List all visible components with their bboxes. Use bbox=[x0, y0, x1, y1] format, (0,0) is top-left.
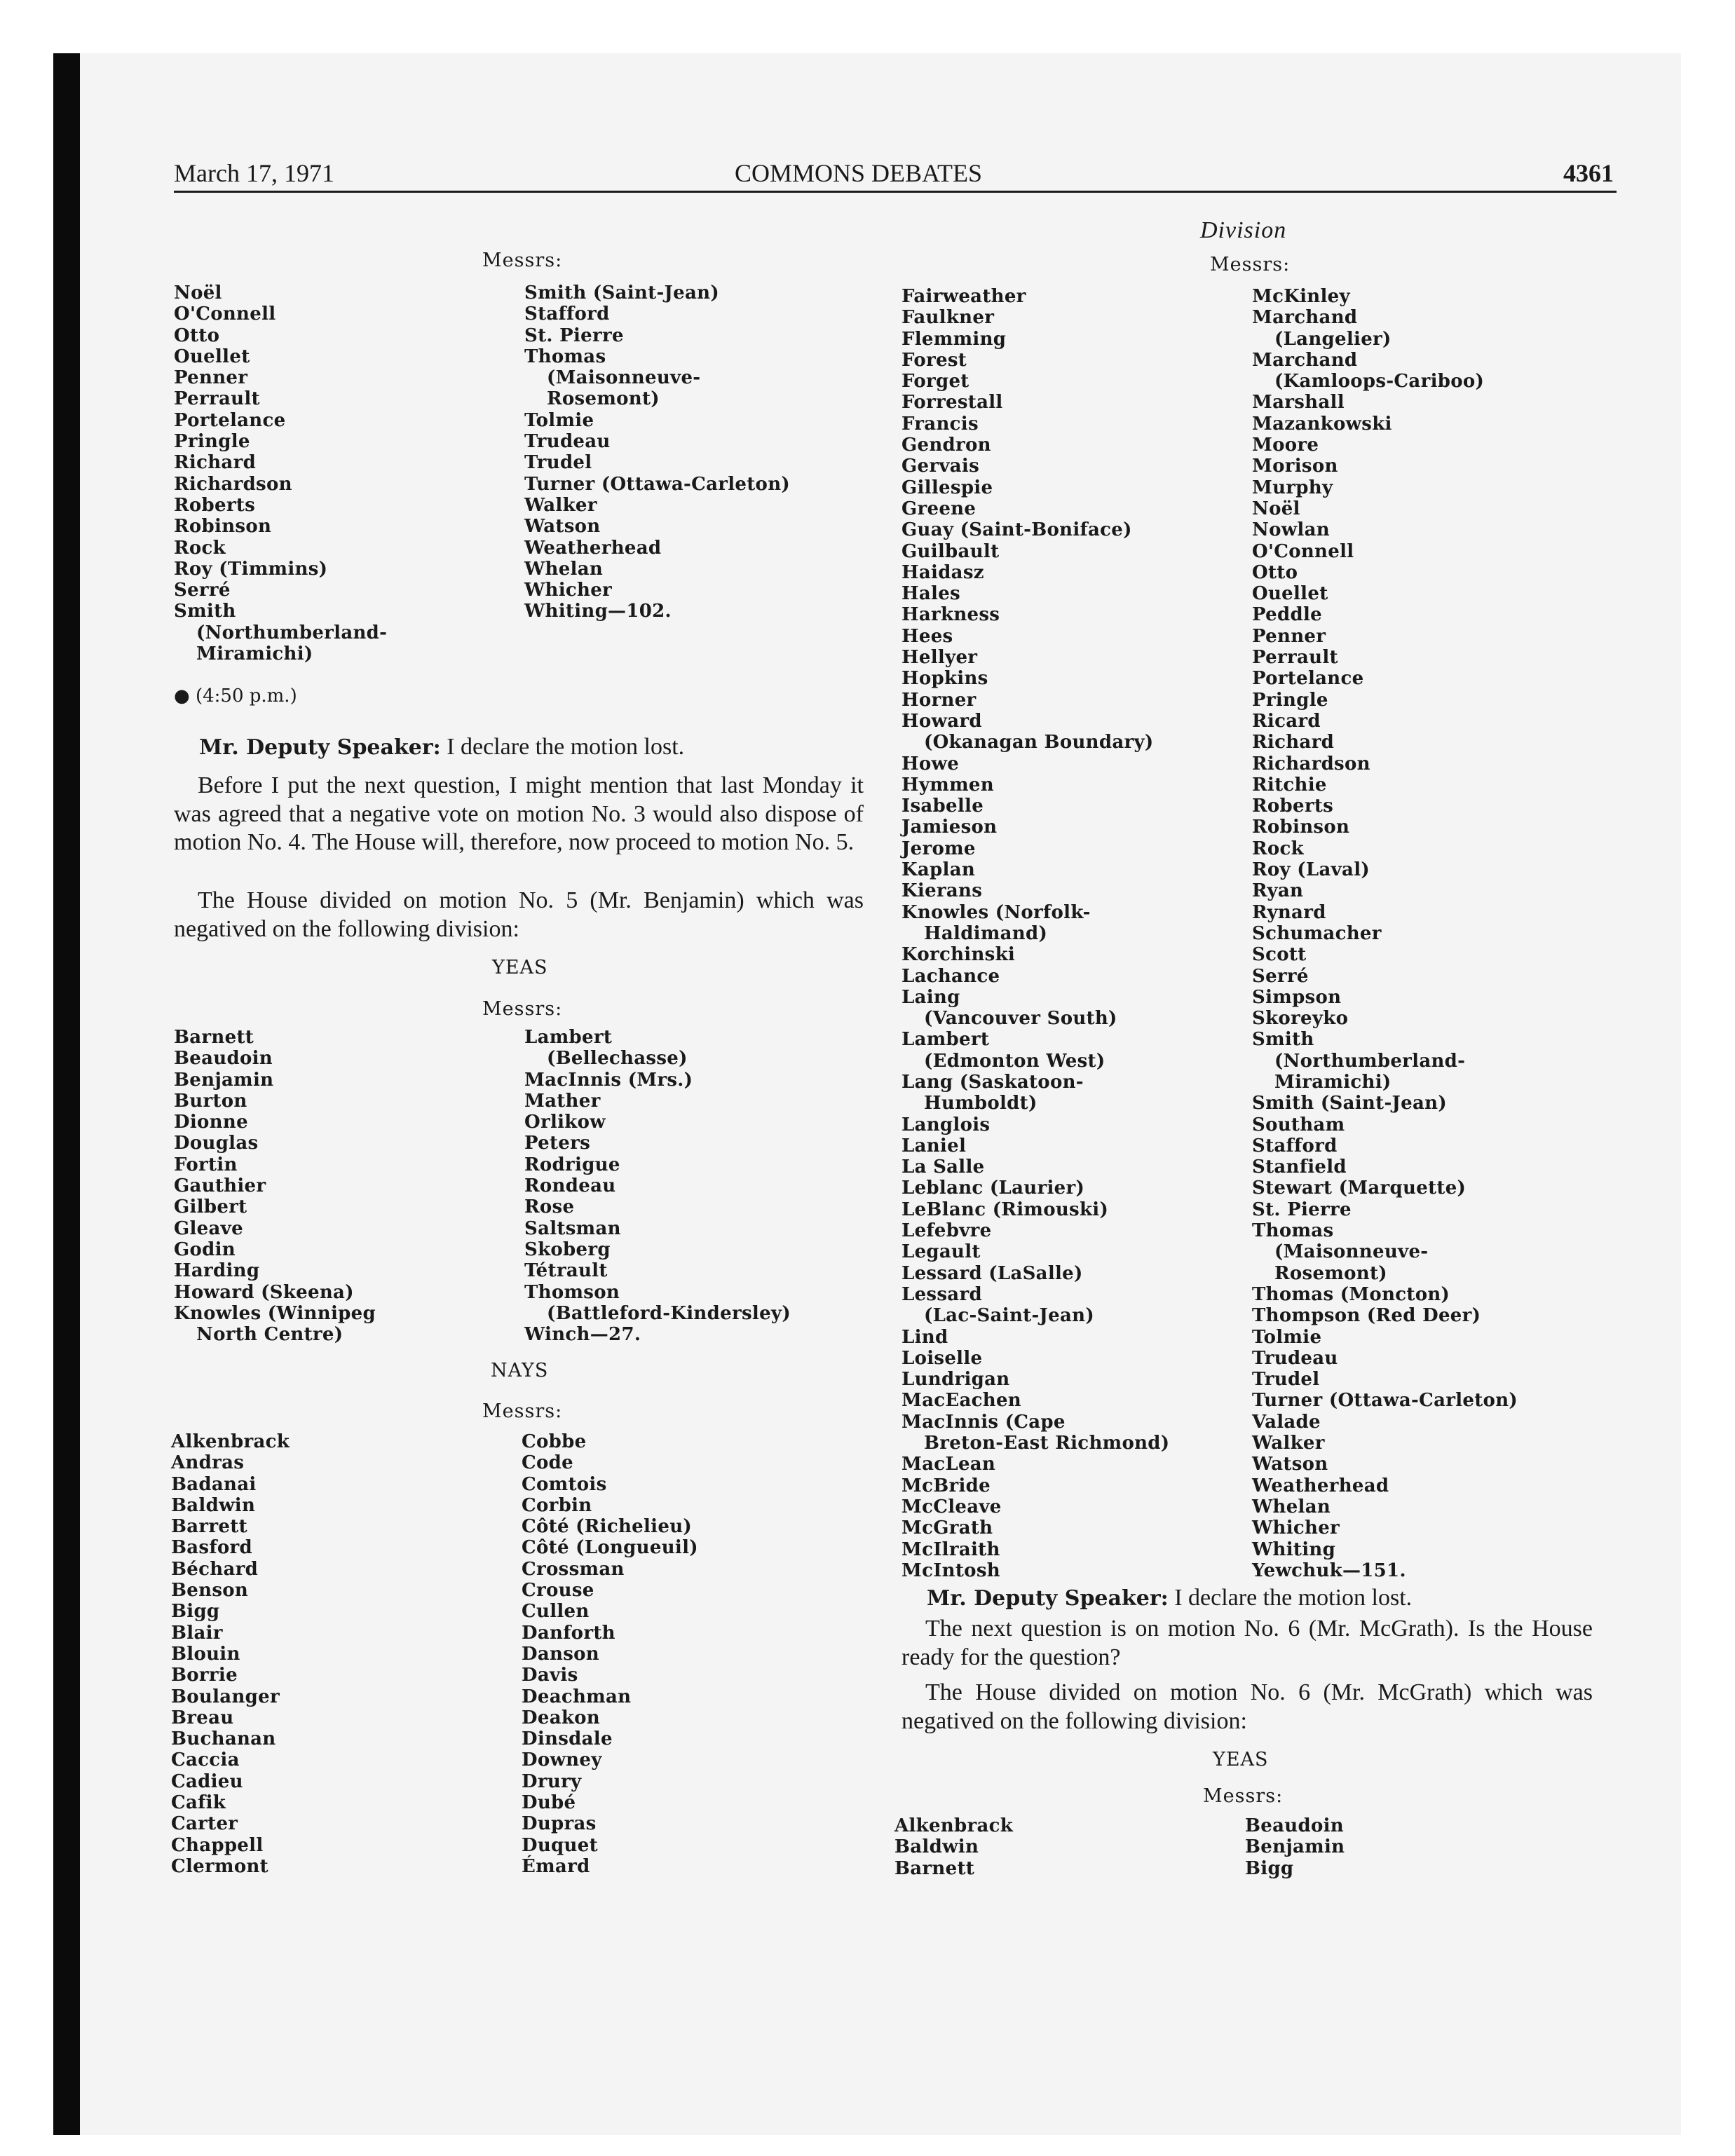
member-name: (Maisonneuve- bbox=[547, 367, 701, 389]
member-name: Legault bbox=[901, 1241, 981, 1263]
member-name: Smith (Saint-Jean) bbox=[1252, 1093, 1447, 1114]
yeas-heading: YEAS bbox=[1213, 1749, 1269, 1770]
member-name: Faulkner bbox=[901, 307, 995, 329]
member-name: (Vancouver South) bbox=[924, 1008, 1117, 1030]
member-name: Trudel bbox=[524, 452, 592, 474]
member-name: St. Pierre bbox=[524, 325, 624, 346]
member-name: Lessard (LaSalle) bbox=[901, 1262, 1083, 1284]
member-name: MacLean bbox=[901, 1454, 996, 1475]
member-name: Thomas (Moncton) bbox=[1252, 1283, 1450, 1305]
speaker-text: I declare the motion lost. bbox=[1168, 1585, 1413, 1611]
member-name: Barrett bbox=[171, 1516, 247, 1538]
messrs-label: Messrs: bbox=[482, 250, 563, 271]
member-name: Howard (Skeena) bbox=[174, 1281, 354, 1303]
speaker-text: I declare the motion lost. bbox=[440, 734, 685, 760]
member-name: Tolmie bbox=[524, 409, 594, 431]
member-name: Stewart (Marquette) bbox=[1252, 1178, 1467, 1199]
member-name: Stafford bbox=[524, 303, 610, 325]
member-name: Pringle bbox=[174, 431, 250, 453]
member-name: Winch—27. bbox=[524, 1324, 641, 1346]
paragraph-text: The House divided on motion No. 5 (Mr. Benjamin) which was negatived on the following division: bbox=[174, 887, 864, 942]
member-name: Perrault bbox=[1252, 647, 1338, 669]
member-name: Deachman bbox=[522, 1686, 632, 1707]
member-name: Bigg bbox=[1245, 1857, 1294, 1879]
member-name: Downey bbox=[522, 1749, 602, 1771]
member-name: Whiting bbox=[1252, 1538, 1336, 1560]
member-name: Robinson bbox=[1252, 817, 1350, 838]
member-name: (Maisonneuve- bbox=[1274, 1241, 1429, 1263]
member-name: Smith bbox=[174, 601, 236, 622]
member-name: Turner (Ottawa-Carleton) bbox=[1252, 1390, 1518, 1412]
member-name: Guay (Saint-Boniface) bbox=[901, 519, 1132, 541]
member-name: Haidasz bbox=[901, 561, 984, 583]
member-name: Rosemont) bbox=[1274, 1262, 1387, 1284]
member-name: Beaudoin bbox=[1245, 1815, 1344, 1836]
member-name: Drury bbox=[522, 1770, 582, 1792]
member-name: Peddle bbox=[1252, 604, 1322, 626]
member-name: Trudeau bbox=[524, 431, 611, 453]
member-name: Knowles (Winnipeg bbox=[174, 1302, 376, 1324]
member-name: Dionne bbox=[174, 1112, 248, 1133]
member-name: Murphy bbox=[1252, 477, 1333, 498]
member-name: Crouse bbox=[522, 1580, 594, 1602]
member-name: Baldwin bbox=[171, 1494, 256, 1516]
member-name: Richard bbox=[1252, 732, 1335, 753]
yeas-list-right-b bbox=[1245, 1815, 1345, 1879]
member-name: Jamieson bbox=[901, 817, 998, 838]
member-name: Rodrigue bbox=[524, 1154, 620, 1175]
member-name: Cadieu bbox=[171, 1770, 243, 1792]
division-list-right-b bbox=[1252, 286, 1518, 1581]
member-name: Boulanger bbox=[171, 1686, 280, 1707]
member-name: Stafford bbox=[1252, 1135, 1338, 1157]
member-name: Whicher bbox=[1252, 1517, 1340, 1539]
member-name: Humboldt) bbox=[924, 1093, 1037, 1114]
member-name: Marchand bbox=[1252, 349, 1358, 371]
member-name: Code bbox=[522, 1452, 573, 1474]
member-name: Bigg bbox=[171, 1601, 220, 1623]
member-name: Korchinski bbox=[901, 944, 1016, 966]
member-name: Roy (Laval) bbox=[1252, 859, 1370, 881]
member-name: Ryan bbox=[1252, 880, 1304, 902]
member-name: Cullen bbox=[522, 1601, 590, 1623]
member-name: Skoreyko bbox=[1252, 1008, 1349, 1030]
member-name: Buchanan bbox=[171, 1728, 276, 1750]
member-name: Southam bbox=[1252, 1114, 1345, 1135]
member-name: La Salle bbox=[901, 1157, 985, 1178]
member-name: Lang (Saskatoon- bbox=[901, 1071, 1084, 1093]
member-name: Forest bbox=[901, 349, 967, 371]
member-name: Morison bbox=[1252, 456, 1338, 477]
member-name: Gendron bbox=[901, 435, 991, 456]
member-name: Thomas bbox=[1252, 1220, 1334, 1242]
member-name: Schumacher bbox=[1252, 922, 1382, 944]
member-name: Tétrault bbox=[524, 1260, 608, 1282]
member-name: Lachance bbox=[901, 965, 1000, 987]
member-name: Forget bbox=[901, 371, 969, 393]
member-name: Flemming bbox=[901, 328, 1007, 350]
member-name: Ritchie bbox=[1252, 774, 1327, 796]
member-name: Weatherhead bbox=[1252, 1475, 1389, 1496]
member-name: Roberts bbox=[1252, 796, 1334, 817]
member-name: Miramichi) bbox=[1274, 1071, 1392, 1093]
member-name: Émard bbox=[522, 1855, 590, 1877]
member-name: Hymmen bbox=[901, 774, 994, 796]
member-name: Benjamin bbox=[1245, 1836, 1345, 1858]
member-name: (Northumberland- bbox=[196, 622, 388, 643]
member-name: Burton bbox=[174, 1090, 247, 1112]
member-name: Gillespie bbox=[901, 477, 993, 498]
member-name: Turner (Ottawa-Carleton) bbox=[524, 473, 791, 495]
member-name: (Northumberland- bbox=[1274, 1050, 1466, 1072]
messrs-label: Messrs: bbox=[482, 998, 563, 1020]
member-name: Miramichi) bbox=[196, 643, 313, 665]
member-name: Horner bbox=[901, 689, 977, 711]
member-name: Forrestall bbox=[901, 392, 1003, 414]
member-name: Caccia bbox=[171, 1749, 240, 1771]
member-name: Peters bbox=[524, 1133, 591, 1154]
member-name: Hellyer bbox=[901, 647, 978, 669]
member-name: Skoberg bbox=[524, 1239, 611, 1260]
member-name: Whicher bbox=[524, 580, 613, 601]
member-name: LeBlanc (Rimouski) bbox=[901, 1199, 1109, 1220]
member-name: MacInnis (Mrs.) bbox=[524, 1069, 693, 1091]
member-name: Laing bbox=[901, 986, 960, 1008]
member-name: Crossman bbox=[522, 1558, 625, 1580]
member-name: Portelance bbox=[174, 409, 286, 431]
member-name: Isabelle bbox=[901, 796, 984, 817]
paragraph-text: Before I put the next question, I might mention that last Monday it was agreed that a negative vote on motion No. 3 would also dispose of motion No. 4. The House will, therefore, now proceed to motion No. 5. bbox=[174, 772, 864, 855]
member-name: Basford bbox=[171, 1537, 252, 1559]
member-name: Perrault bbox=[174, 388, 260, 410]
member-name: Fortin bbox=[174, 1154, 238, 1175]
member-name: Pringle bbox=[1252, 689, 1328, 711]
speaker-statement-2 bbox=[927, 1584, 1593, 1613]
paragraph-text: The next question is on motion No. 6 (Mr. McGrath). Is the House ready for the question? bbox=[901, 1616, 1593, 1670]
member-name: Loiselle bbox=[901, 1347, 983, 1369]
member-name: (Edmonton West) bbox=[924, 1050, 1105, 1072]
member-name: Breau bbox=[171, 1707, 234, 1728]
member-name: Ouellet bbox=[174, 346, 250, 367]
member-name: Lind bbox=[901, 1326, 948, 1348]
member-name: Ouellet bbox=[1252, 583, 1328, 605]
member-name: Alkenbrack bbox=[894, 1815, 1014, 1836]
member-name: Lambert bbox=[524, 1027, 613, 1048]
member-name: Ricard bbox=[1252, 710, 1321, 732]
member-name: Richardson bbox=[174, 473, 292, 495]
member-name: Rock bbox=[174, 537, 226, 559]
member-name: Moore bbox=[1252, 435, 1319, 456]
member-name: Beaudoin bbox=[174, 1048, 273, 1070]
member-name: Penner bbox=[1252, 625, 1326, 647]
member-name: Robinson bbox=[174, 516, 272, 538]
member-name: Trudel bbox=[1252, 1369, 1320, 1391]
nays-list-a bbox=[171, 1431, 290, 1877]
member-name: Gleave bbox=[174, 1217, 243, 1239]
member-name: Watson bbox=[1252, 1454, 1328, 1475]
timestamp: ● (4:50 p.m.) bbox=[174, 685, 297, 707]
member-name: Richardson bbox=[1252, 753, 1370, 775]
messrs-label: Messrs: bbox=[1203, 1785, 1284, 1807]
member-name: Hees bbox=[901, 625, 953, 647]
division-heading: Division bbox=[1200, 217, 1287, 243]
member-name: Danson bbox=[522, 1643, 599, 1665]
scan-edge-bar bbox=[53, 53, 80, 2135]
member-name: Greene bbox=[901, 498, 977, 519]
member-name: Otto bbox=[174, 325, 220, 346]
member-name: Davis bbox=[522, 1665, 578, 1686]
member-name: Orlikow bbox=[524, 1112, 606, 1133]
member-name: Gervais bbox=[901, 456, 980, 477]
member-name: Richard bbox=[174, 452, 257, 474]
member-name: Noël bbox=[1252, 498, 1300, 519]
member-name: Harding bbox=[174, 1260, 260, 1282]
member-name: Harkness bbox=[901, 604, 1000, 626]
speaker-label: Mr. Deputy Speaker: bbox=[927, 1586, 1169, 1611]
member-name: MacEachen bbox=[901, 1390, 1022, 1412]
member-name: Serré bbox=[174, 580, 231, 601]
member-name: Clermont bbox=[171, 1855, 268, 1877]
member-name: Laniel bbox=[901, 1135, 967, 1157]
member-name: Tolmie bbox=[1252, 1326, 1322, 1348]
member-name: McGrath bbox=[901, 1517, 993, 1539]
member-name: Andras bbox=[171, 1452, 245, 1474]
member-name: Cobbe bbox=[522, 1431, 587, 1452]
member-name: Fairweather bbox=[901, 286, 1026, 307]
member-name: McCleave bbox=[901, 1496, 1002, 1517]
nays-heading: NAYS bbox=[491, 1360, 549, 1381]
member-name: Francis bbox=[901, 413, 979, 435]
member-name: Thomas bbox=[524, 346, 606, 367]
member-name: McBride bbox=[901, 1475, 991, 1496]
member-name: O'Connell bbox=[174, 303, 276, 325]
member-name: Howe bbox=[901, 753, 960, 775]
member-name: Dinsdale bbox=[522, 1728, 613, 1750]
member-name: Roy (Timmins) bbox=[174, 558, 328, 580]
nays-list-b bbox=[522, 1431, 698, 1877]
member-name: Gauthier bbox=[174, 1175, 266, 1197]
yeas-list-a bbox=[174, 1027, 376, 1345]
yeas-heading: YEAS bbox=[492, 957, 548, 978]
member-name: Côté (Longueuil) bbox=[522, 1537, 698, 1559]
member-name: Jerome bbox=[901, 838, 976, 859]
member-name: Nowlan bbox=[1252, 519, 1330, 541]
member-name: Gilbert bbox=[174, 1196, 247, 1218]
member-name: (Kamloops-Cariboo) bbox=[1274, 371, 1485, 393]
member-name: Duquet bbox=[522, 1834, 598, 1856]
member-name: St. Pierre bbox=[1252, 1199, 1352, 1220]
member-name: Kierans bbox=[901, 880, 983, 902]
header-rule bbox=[174, 191, 1617, 193]
member-name: Simpson bbox=[1252, 986, 1342, 1008]
division-list-left-a bbox=[174, 282, 387, 664]
member-name: McIntosh bbox=[901, 1560, 1000, 1581]
paragraph-motion-6 bbox=[901, 1679, 1593, 1735]
division-list-right-a bbox=[901, 286, 1169, 1581]
header-date: March 17, 1971 bbox=[174, 159, 334, 187]
member-name: Howard bbox=[901, 710, 982, 732]
header-title: COMMONS DEBATES bbox=[735, 159, 983, 187]
member-name: Rondeau bbox=[524, 1175, 616, 1197]
member-name: Douglas bbox=[174, 1133, 259, 1154]
member-name: MacInnis (Cape bbox=[901, 1411, 1066, 1433]
member-name: Saltsman bbox=[524, 1217, 621, 1239]
member-name: Côté (Richelieu) bbox=[522, 1516, 693, 1538]
member-name: North Centre) bbox=[196, 1324, 343, 1346]
member-name: Rynard bbox=[1252, 901, 1326, 923]
division-list-left-b bbox=[524, 282, 790, 622]
member-name: Corbin bbox=[522, 1494, 592, 1516]
member-name: Thompson (Red Deer) bbox=[1252, 1305, 1481, 1327]
member-name: Haldimand) bbox=[924, 922, 1048, 944]
member-name: Barnett bbox=[174, 1027, 254, 1048]
speaker-label: Mr. Deputy Speaker: bbox=[199, 735, 441, 760]
member-name: Blouin bbox=[171, 1643, 240, 1665]
member-name: Deakon bbox=[522, 1707, 600, 1728]
member-name: Hales bbox=[901, 583, 960, 605]
member-name: Roberts bbox=[174, 494, 256, 516]
member-name: Noël bbox=[174, 282, 222, 303]
member-name: Hopkins bbox=[901, 668, 988, 690]
member-name: Guilbault bbox=[901, 540, 1000, 562]
member-name: Whelan bbox=[1252, 1496, 1331, 1517]
member-name: Breton-East Richmond) bbox=[924, 1433, 1170, 1454]
member-name: Borrie bbox=[171, 1665, 238, 1686]
member-name: Badanai bbox=[171, 1473, 257, 1495]
member-name: Mazankowski bbox=[1252, 413, 1392, 435]
member-name: Marchand bbox=[1252, 307, 1358, 329]
paragraph-text: The House divided on motion No. 6 (Mr. McGrath) which was negatived on the following division: bbox=[901, 1679, 1593, 1734]
member-name: Trudeau bbox=[1252, 1347, 1338, 1369]
member-name: (Lac-Saint-Jean) bbox=[924, 1305, 1094, 1327]
member-name: Godin bbox=[174, 1239, 236, 1260]
yeas-list-right-a bbox=[894, 1815, 1013, 1879]
member-name: Penner bbox=[174, 367, 248, 389]
paragraph-motion-5 bbox=[174, 887, 864, 943]
member-name: Dupras bbox=[522, 1813, 597, 1835]
member-name: Valade bbox=[1252, 1411, 1321, 1433]
member-name: Lambert bbox=[901, 1029, 990, 1051]
member-name: Lundrigan bbox=[901, 1369, 1010, 1391]
member-name: Stanfield bbox=[1252, 1157, 1347, 1178]
member-name: Blair bbox=[171, 1622, 223, 1644]
member-name: Kaplan bbox=[901, 859, 976, 881]
member-name: Watson bbox=[524, 516, 601, 538]
yeas-list-b bbox=[524, 1027, 791, 1345]
member-name: Portelance bbox=[1252, 668, 1364, 690]
member-name: (Bellechasse) bbox=[547, 1048, 688, 1070]
member-name: Lessard bbox=[901, 1283, 982, 1305]
messrs-label: Messrs: bbox=[482, 1400, 563, 1422]
member-name: Smith bbox=[1252, 1029, 1314, 1051]
member-name: Smith (Saint-Jean) bbox=[524, 282, 719, 303]
member-name: Knowles (Norfolk- bbox=[901, 901, 1091, 923]
member-name: McIlraith bbox=[901, 1538, 1000, 1560]
member-name: (Battleford-Kindersley) bbox=[547, 1302, 791, 1324]
member-name: Chappell bbox=[171, 1834, 264, 1856]
speaker-statement-1 bbox=[199, 733, 864, 763]
page-number: 4361 bbox=[1563, 159, 1614, 187]
member-name: Dubé bbox=[522, 1792, 576, 1814]
member-name: Langlois bbox=[901, 1114, 991, 1135]
member-name: Whiting—102. bbox=[524, 601, 672, 622]
member-name: Mather bbox=[524, 1090, 601, 1112]
member-name: Lefebvre bbox=[901, 1220, 992, 1242]
member-name: Serré bbox=[1252, 965, 1309, 987]
member-name: Benson bbox=[171, 1580, 249, 1602]
member-name: Otto bbox=[1252, 561, 1298, 583]
member-name: Béchard bbox=[171, 1558, 259, 1580]
member-name: Barnett bbox=[894, 1857, 975, 1879]
member-name: Weatherhead bbox=[524, 537, 662, 559]
member-name: Walker bbox=[524, 494, 597, 516]
member-name: Yewchuk—151. bbox=[1252, 1560, 1406, 1581]
member-name: Rock bbox=[1252, 838, 1304, 859]
member-name: (Okanagan Boundary) bbox=[924, 732, 1154, 753]
member-name: McKinley bbox=[1252, 286, 1350, 307]
member-name: Comtois bbox=[522, 1473, 607, 1495]
paragraph-motion-4 bbox=[174, 772, 864, 857]
messrs-label: Messrs: bbox=[1210, 254, 1291, 275]
member-name: Alkenbrack bbox=[171, 1431, 290, 1452]
member-name: Thomson bbox=[524, 1281, 620, 1303]
member-name: Carter bbox=[171, 1813, 238, 1835]
member-name: Leblanc (Laurier) bbox=[901, 1178, 1085, 1199]
member-name: Scott bbox=[1252, 944, 1307, 966]
member-name: Marshall bbox=[1252, 392, 1345, 414]
member-name: Baldwin bbox=[894, 1836, 979, 1858]
member-name: (Langelier) bbox=[1274, 328, 1392, 350]
member-name: Whelan bbox=[524, 558, 604, 580]
member-name: Benjamin bbox=[174, 1069, 274, 1091]
member-name: Rose bbox=[524, 1196, 575, 1218]
member-name: Danforth bbox=[522, 1622, 615, 1644]
paragraph-motion-6-question bbox=[901, 1615, 1593, 1672]
member-name: O'Connell bbox=[1252, 540, 1354, 562]
member-name: Rosemont) bbox=[547, 388, 660, 410]
member-name: Walker bbox=[1252, 1433, 1325, 1454]
member-name: Cafik bbox=[171, 1792, 226, 1814]
